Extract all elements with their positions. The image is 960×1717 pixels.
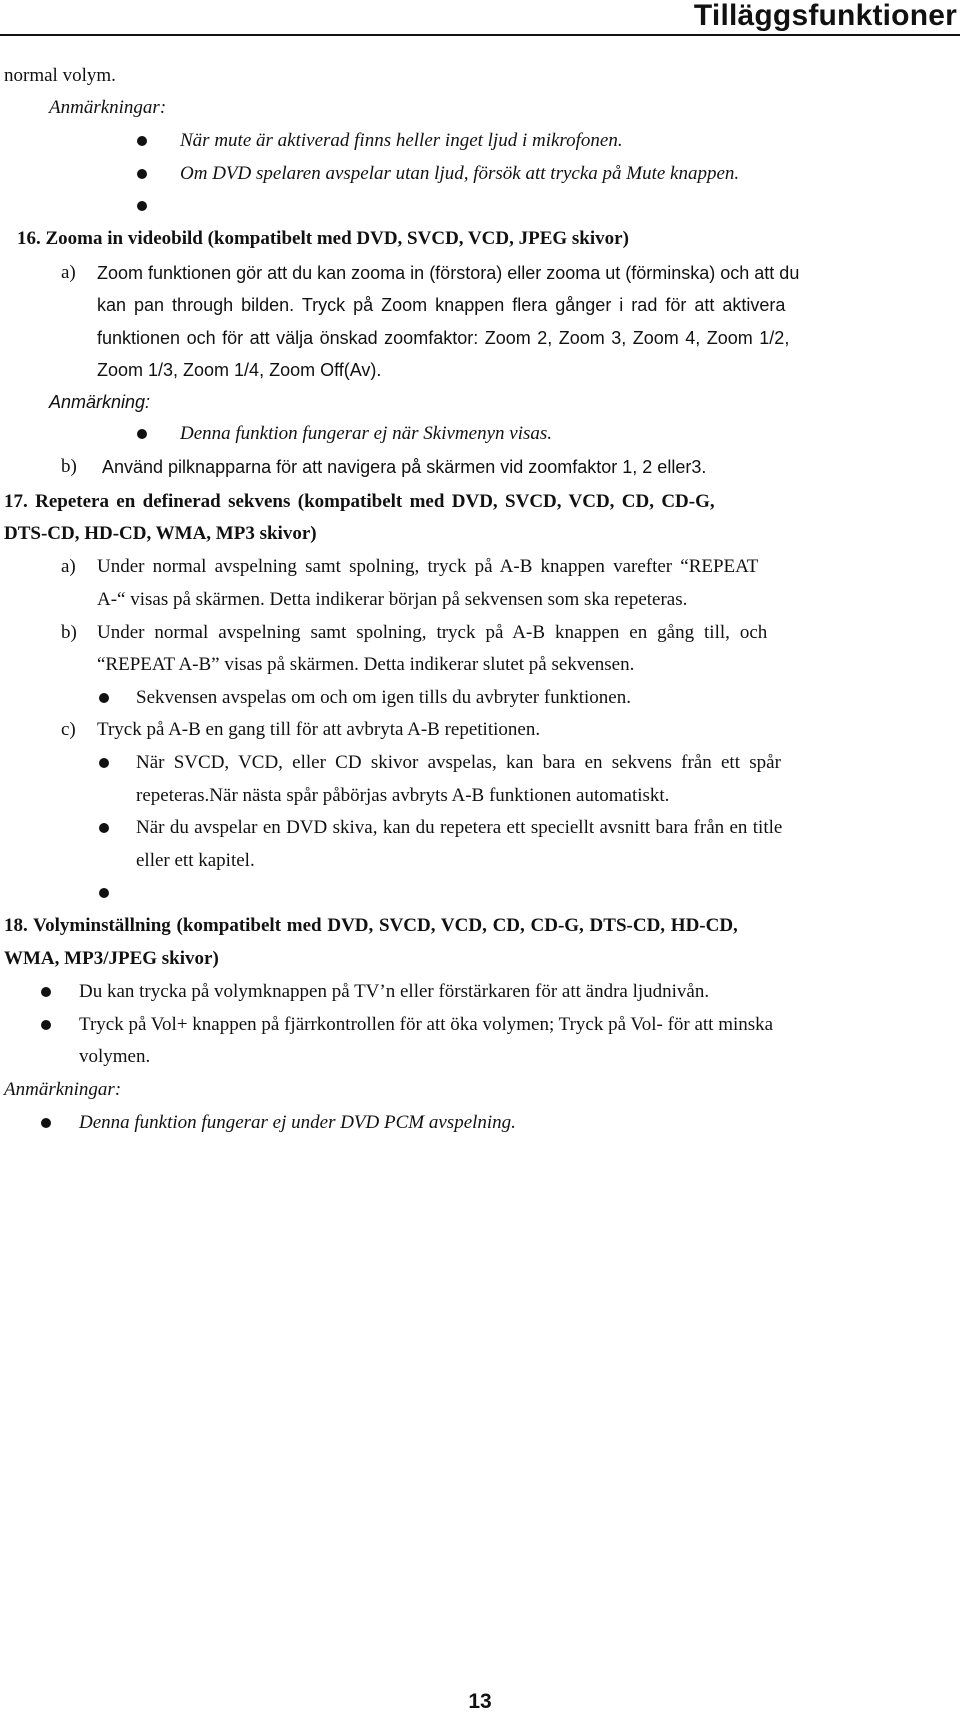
bullet-text: När du avspelar en DVD skiva, kan du repetera ett speciellt avsnitt bara från en title	[136, 817, 783, 838]
section-heading: DTS-CD, HD-CD, WMA, MP3 skivor)	[4, 523, 317, 544]
text-line: A-“ visas på skärmen. Detta indikerar början på sekvensen som ska repeteras.	[97, 589, 688, 610]
item-marker: a)	[61, 556, 76, 577]
section-heading: 17. Repetera en definerad sekvens (kompatibelt med DVD, SVCD, VCD, CD, CD-G,	[4, 491, 715, 512]
note-text: När mute är aktiverad finns heller inget ljud i mikrofonen.	[180, 130, 623, 151]
page-number: 13	[468, 1690, 492, 1713]
bullet-text: repeteras.När nästa spår påbörjas avbryts A-B funktionen automatiskt.	[136, 785, 670, 806]
notes-label: Anmärkningar:	[49, 97, 167, 118]
bullet	[99, 693, 109, 703]
section-heading: 16. Zooma in videobild (kompatibelt med DVD, SVCD, VCD, JPEG skivor)	[17, 228, 629, 249]
bullet-text: Du kan trycka på volymknappen på TV’n eller förstärkaren för att ändra ljudnivån.	[79, 981, 710, 1002]
bullet-text: eller ett kapitel.	[136, 850, 255, 871]
bullet	[41, 987, 51, 997]
text-line: Zoom 1/3, Zoom 1/4, Zoom Off(Av).	[97, 360, 382, 380]
item-marker: a)	[61, 262, 76, 283]
text-line: funktionen och för att välja önskad zoomfaktor: Zoom 2, Zoom 3, Zoom 4, Zoom 1/2,	[97, 328, 790, 348]
bullet-text: Tryck på Vol+ knappen på fjärrkontrollen för att öka volymen; Tryck på Vol- för att minska	[79, 1014, 774, 1035]
note-text: Denna funktion fungerar ej under DVD PCM avspelning.	[79, 1112, 516, 1133]
bullet	[99, 758, 109, 768]
text-line: Under normal avspelning samt spolning, tryck på A-B knappen varefter “REPEAT	[97, 556, 759, 577]
bullet	[41, 1020, 51, 1030]
text-line: normal volym.	[4, 65, 116, 86]
bullet	[99, 888, 109, 898]
note-text: Om DVD spelaren avspelar utan ljud, försök att trycka på Mute knappen.	[180, 163, 740, 184]
text-line: Under normal avspelning samt spolning, tryck på A-B knappen en gång till, och	[97, 622, 768, 643]
section-heading: WMA, MP3/JPEG skivor)	[4, 948, 219, 969]
text-line: Tryck på A-B en gang till för att avbryta A-B repetitionen.	[97, 719, 541, 740]
item-marker: b)	[61, 456, 77, 477]
bullet	[137, 169, 147, 179]
bullet	[137, 429, 147, 439]
text-line: Zoom funktionen gör att du kan zooma in (förstora) eller zooma ut (förminska) och att du	[97, 263, 800, 283]
bullet	[99, 823, 109, 833]
bullet	[41, 1118, 51, 1128]
note-text: Denna funktion fungerar ej när Skivmenyn visas.	[180, 423, 553, 444]
bullet-text: Sekvensen avspelas om och om igen tills du avbryter funktionen.	[136, 687, 631, 708]
bullet	[137, 201, 147, 211]
item-marker: b)	[61, 622, 77, 643]
text-line: Använd pilknapparna för att navigera på skärmen vid zoomfaktor 1, 2 eller3.	[102, 457, 707, 477]
notes-label: Anmärkningar:	[4, 1079, 122, 1100]
text-line: kan pan through bilden. Tryck på Zoom knappen flera gånger i rad för att aktivera	[97, 295, 786, 315]
header-title: Tilläggsfunktioner	[693, 0, 957, 32]
header-rule	[0, 34, 960, 36]
text-line: “REPEAT A-B” visas på skärmen. Detta indikerar slutet på sekvensen.	[97, 654, 635, 675]
bullet-text: volymen.	[79, 1046, 151, 1067]
item-marker: c)	[61, 719, 76, 740]
bullet-text: När SVCD, VCD, eller CD skivor avspelas, kan bara en sekvens från ett spår	[136, 752, 781, 773]
bullet	[137, 136, 147, 146]
section-heading: 18. Volyminställning (kompatibelt med DVD, SVCD, VCD, CD, CD-G, DTS-CD, HD-CD,	[4, 915, 738, 936]
note-label: Anmärkning:	[49, 392, 151, 412]
